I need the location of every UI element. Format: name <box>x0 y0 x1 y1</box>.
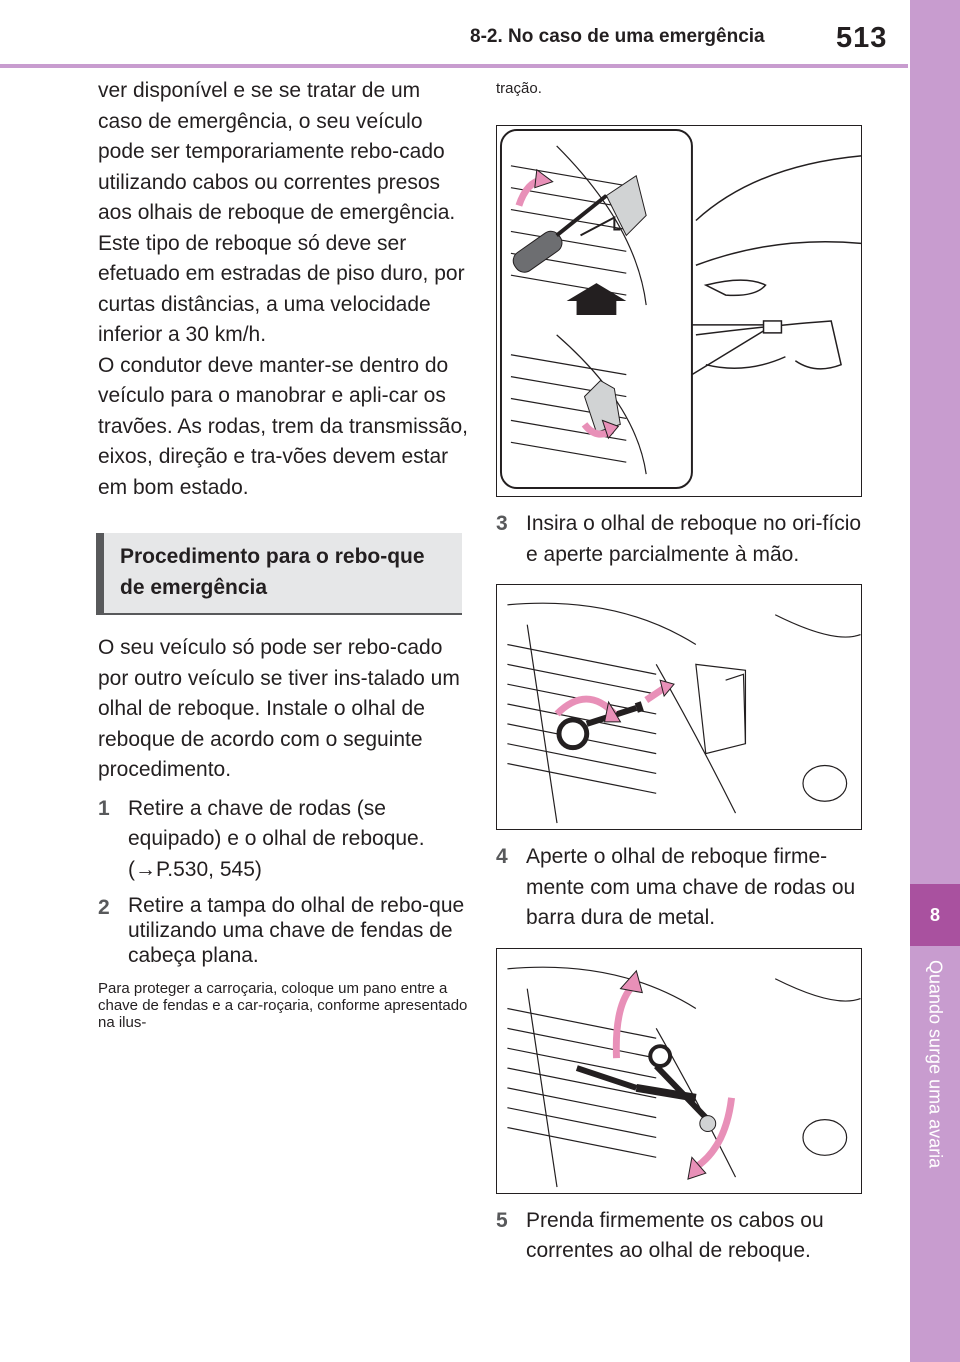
step-5 <box>496 1206 876 1267</box>
page-number: 513 <box>836 22 888 54</box>
step-number: 3 <box>496 512 508 535</box>
tighten-eyelet-illustration <box>497 949 861 1193</box>
step-text: Aperte o olhal de reboque firme-mente com uma chave de rodas ou barra dura de metal. <box>526 845 856 929</box>
section-intro: O seu veículo só pode ser rebo-cado por outro veículo se tiver ins-talado um olhal de reboque. Instale o olhal de reboque de acordo com o seguinte procedimento. <box>98 636 460 781</box>
header-divider <box>0 64 908 68</box>
step-3 <box>496 509 876 570</box>
step-text: Retire a chave de rodas (se equipado) e o olhal de reboque. (→P.530, 545) <box>128 796 425 881</box>
step-2 <box>98 893 468 968</box>
intro-paragraph-2: O condutor deve manter-se dentro do veículo para o manobrar e apli-car os travões. As rodas, trem da transmissão, eixos, direção e tra-vões devem estar em bom estado. <box>98 353 468 499</box>
section-heading: Procedimento para o rebo-que de emergência <box>96 533 462 615</box>
step-number: 2 <box>98 896 110 919</box>
note-text: Para proteger a carroçaria, coloque um pano entre a chave de fendas e a car-roçaria, conforme apresentado na ilus- <box>98 980 468 1031</box>
note-continuation: tração. <box>496 80 542 97</box>
chapter-number-box[interactable]: 8 <box>910 884 960 946</box>
figure-insert-eyelet <box>496 584 862 830</box>
step-1 <box>98 794 468 886</box>
figure-cover-removal <box>496 125 862 497</box>
right-column <box>496 76 876 1267</box>
figure-tighten-eyelet <box>496 948 862 1194</box>
step-number: 1 <box>98 796 110 820</box>
step-number: 4 <box>496 845 508 868</box>
header-section-title: 8-2. No caso de uma emergência <box>470 26 765 47</box>
chapter-title: Quando surge uma avaria <box>925 960 946 1169</box>
step-text: Prenda firmemente os cabos ou correntes ao olhal de reboque. <box>526 1208 824 1262</box>
insert-eyelet-illustration <box>497 585 861 829</box>
step-text: Retire a tampa do olhal de rebo-que utilizando uma chave de fendas de cabeça plana. <box>128 894 465 967</box>
step-number: 5 <box>496 1208 508 1232</box>
intro-paragraph-1: ver disponível e se se tratar de um caso de emergência, o seu veículo pode ser temporariamente rebo-cado utilizando cabos ou correntes presos aos olhais de reboque de emergência. Este tipo de reboque só deve ser efetuado em estradas de piso duro, por curtas distâncias, a uma velocidade inferior a 30 km/h. <box>98 79 465 346</box>
step-text: Insira o olhal de reboque no ori-fício e aperte parcialmente à mão. <box>526 512 862 566</box>
cover-removal-illustration <box>497 126 861 496</box>
left-column <box>98 76 468 1031</box>
step-4 <box>496 842 876 934</box>
